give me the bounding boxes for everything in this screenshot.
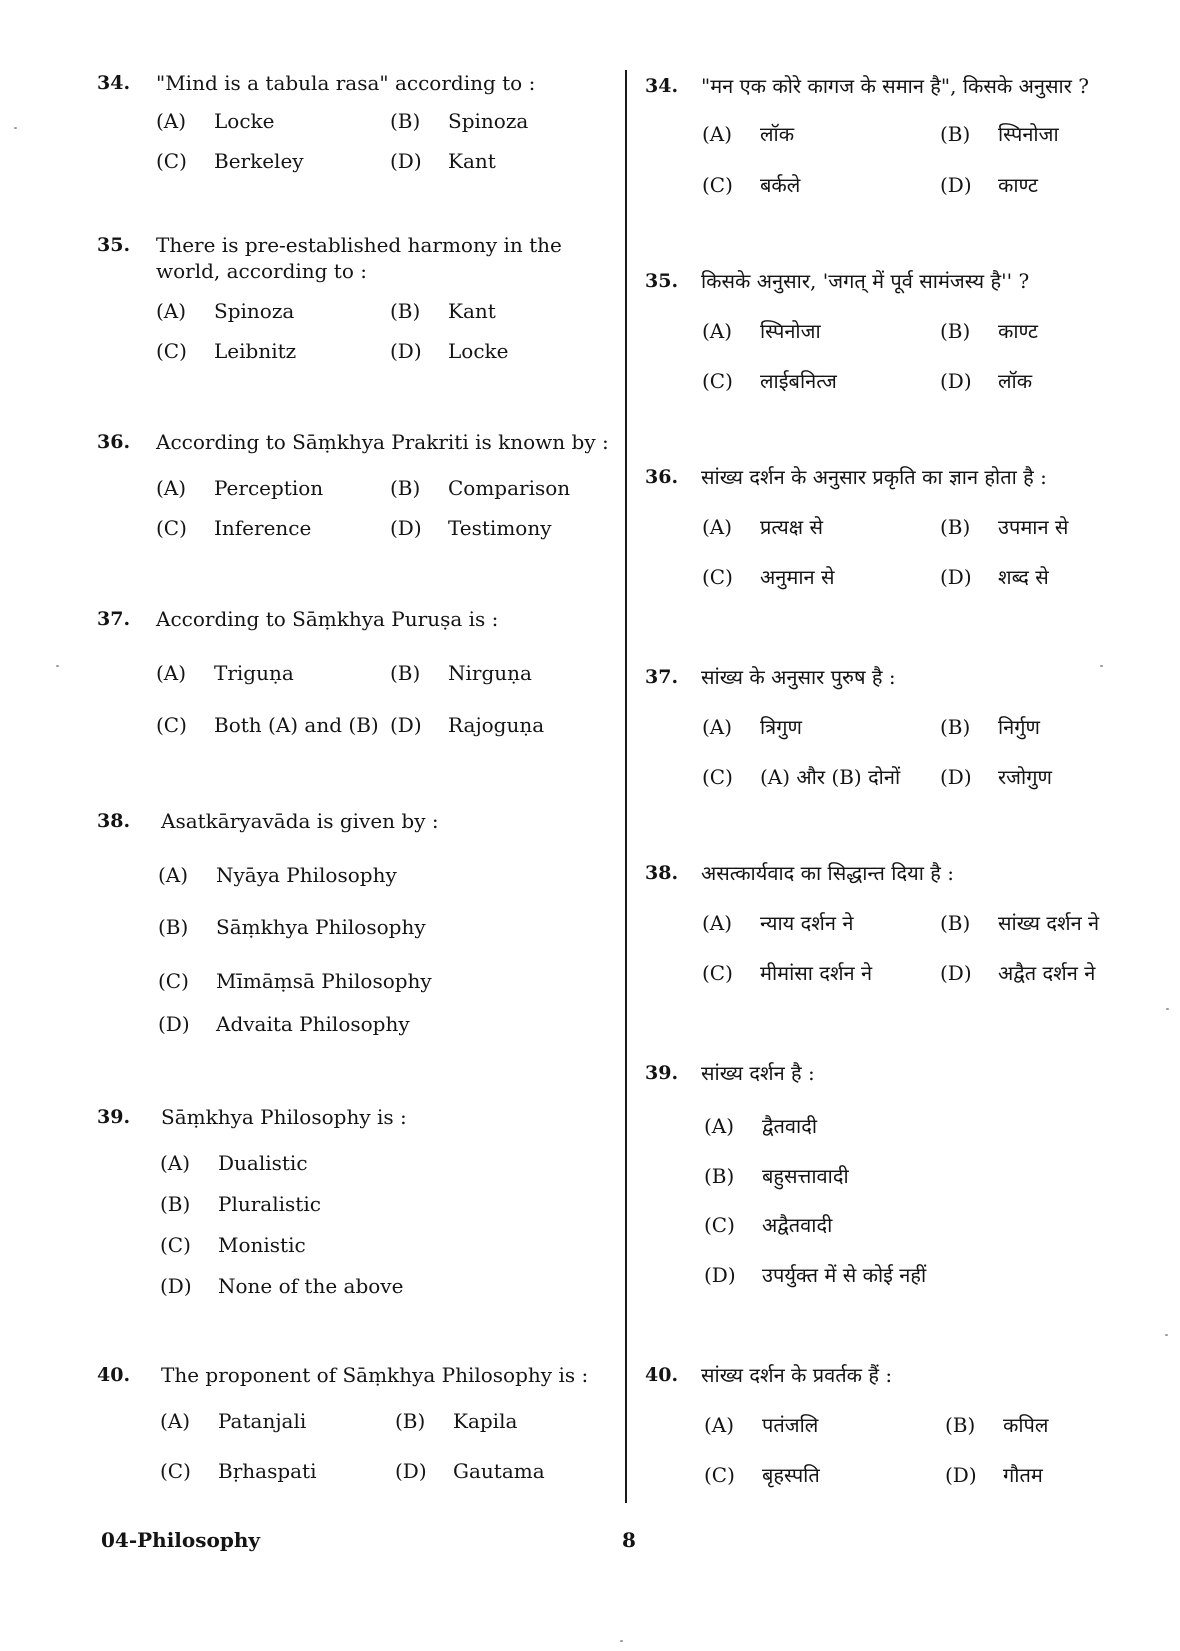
scan-speck [14, 127, 17, 129]
option-label: (B) [945, 1413, 976, 1437]
question-text: The proponent of Sāṃkhya Philosophy is : [161, 1363, 589, 1387]
option-label: (B) [158, 915, 189, 939]
option-label: (D) [390, 516, 422, 540]
option-c [702, 172, 800, 198]
option-label: (D) [940, 369, 972, 393]
option-c [158, 968, 432, 994]
question-text: "Mind is a tabula rasa" according to : [156, 71, 536, 95]
option-label: (B) [940, 911, 971, 935]
option-a [702, 514, 823, 540]
option-a [702, 714, 802, 740]
option-d [940, 172, 1038, 198]
option-label: (D) [940, 173, 972, 197]
option-a [702, 910, 853, 936]
option-a [156, 475, 323, 501]
option-label: (B) [390, 109, 421, 133]
option-label: (B) [940, 122, 971, 146]
option-label: (C) [702, 173, 733, 197]
option-text: Leibnitz [214, 339, 297, 363]
hindi-column [627, 0, 1180, 1651]
option-text: Inference [214, 516, 312, 540]
option-text: काण्ट [998, 319, 1038, 343]
option-a [704, 1113, 817, 1139]
question-text: सांख्य दर्शन के प्रवर्तक हैं : [701, 1363, 893, 1387]
option-text: Advaita Philosophy [216, 1012, 410, 1036]
option-label: (C) [160, 1459, 191, 1483]
option-c [702, 368, 837, 394]
question-text: सांख्य के अनुसार पुरुष है : [701, 665, 896, 689]
option-text: Comparison [448, 476, 571, 500]
option-a [704, 1412, 818, 1438]
option-text: उपमान से [998, 515, 1069, 539]
option-label: (C) [704, 1463, 735, 1487]
question-number: 35. [645, 270, 679, 292]
option-text: Testimony [448, 516, 552, 540]
option-a [156, 108, 274, 134]
question-number: 39. [97, 1106, 131, 1128]
option-label: (C) [702, 765, 733, 789]
option-text: Kant [448, 149, 496, 173]
question-text: Sāṃkhya Philosophy is : [161, 1105, 407, 1129]
option-b [395, 1408, 517, 1434]
option-d [704, 1262, 926, 1288]
option-text: Mīmāṃsā Philosophy [216, 969, 432, 993]
option-text: Monistic [218, 1233, 306, 1257]
option-b [390, 660, 532, 686]
option-text: न्याय दर्शन ने [760, 911, 854, 935]
option-text: Spinoza [448, 109, 529, 133]
option-text: स्पिनोजा [760, 319, 821, 343]
option-d [940, 368, 1032, 394]
question-number: 40. [645, 1364, 679, 1386]
option-d [940, 564, 1049, 590]
option-a [160, 1408, 306, 1434]
option-c [704, 1462, 820, 1488]
option-label: (B) [160, 1192, 191, 1216]
option-label: (D) [940, 765, 972, 789]
option-text: प्रत्यक्ष से [760, 515, 823, 539]
option-label: (C) [702, 961, 733, 985]
option-label: (A) [704, 1114, 735, 1138]
option-d [158, 1011, 410, 1037]
option-c [702, 960, 872, 986]
option-text: Kapila [453, 1409, 518, 1433]
option-d [945, 1462, 1043, 1488]
option-a [702, 318, 821, 344]
question-number: 37. [645, 666, 679, 688]
option-label: (A) [702, 715, 733, 739]
option-a [160, 1150, 308, 1176]
option-label: (B) [940, 515, 971, 539]
scan-speck [620, 1640, 623, 1642]
option-label: (A) [156, 661, 187, 685]
option-text: द्वैतवादी [762, 1114, 817, 1138]
option-a [156, 298, 294, 324]
question-number: 40. [97, 1364, 131, 1386]
option-c [702, 564, 835, 590]
option-c [156, 515, 311, 541]
page-number: 8 [622, 1528, 636, 1552]
option-text: त्रिगुण [760, 715, 802, 739]
option-label: (B) [390, 299, 421, 323]
option-label: (B) [704, 1164, 735, 1188]
option-label: (C) [156, 516, 187, 540]
option-label: (A) [702, 911, 733, 935]
option-label: (C) [156, 713, 187, 737]
option-text: Gautama [453, 1459, 545, 1483]
option-text: बृहस्पति [762, 1463, 820, 1487]
option-c [160, 1232, 306, 1258]
option-label: (C) [156, 339, 187, 363]
option-label: (D) [160, 1274, 192, 1298]
option-b [940, 514, 1068, 540]
option-label: (B) [390, 476, 421, 500]
option-c [156, 712, 379, 738]
option-label: (A) [704, 1413, 735, 1437]
option-c [160, 1458, 317, 1484]
option-label: (C) [156, 149, 187, 173]
question-number: 34. [645, 75, 679, 97]
option-d [395, 1458, 545, 1484]
option-text: गौतम [1003, 1463, 1043, 1487]
option-text: अद्वैतवादी [762, 1213, 833, 1237]
option-label: (A) [156, 476, 187, 500]
question-number: 35. [97, 234, 131, 256]
question-text: "मन एक कोरे कागज के समान है", किसके अनुसार ? [701, 74, 1089, 98]
option-label: (D) [390, 339, 422, 363]
option-text: पतंजलि [762, 1413, 819, 1437]
question-text: सांख्य दर्शन के अनुसार प्रकृति का ज्ञान होता है : [701, 465, 1047, 489]
option-text: Bṛhaspati [218, 1459, 317, 1483]
option-label: (A) [702, 515, 733, 539]
question-number: 36. [97, 431, 131, 453]
option-text: Locke [448, 339, 509, 363]
option-c [702, 764, 900, 790]
option-text: None of the above [218, 1274, 404, 1298]
question-text: According to Sāṃkhya Prakriti is known by : [156, 430, 609, 454]
option-text: Kant [448, 299, 496, 323]
option-b [158, 914, 426, 940]
option-label: (C) [158, 969, 189, 993]
option-text: Berkeley [214, 149, 304, 173]
option-c [156, 148, 304, 174]
scan-speck [1100, 665, 1103, 667]
option-text: कपिल [1003, 1413, 1049, 1437]
footer-subject: 04-Philosophy [101, 1528, 260, 1552]
option-label: (A) [156, 109, 187, 133]
option-label: (B) [395, 1409, 426, 1433]
question-number: 34. [97, 72, 131, 94]
question-text: There is pre-established harmony in the world, according to : [156, 233, 562, 283]
option-b [390, 475, 570, 501]
option-text: स्पिनोजा [998, 122, 1059, 146]
option-d [940, 960, 1095, 986]
option-label: (D) [704, 1263, 736, 1287]
question-text: किसके अनुसार, 'जगत् में पूर्व सामंजस्य है'' ? [701, 269, 1030, 293]
option-label: (D) [940, 565, 972, 589]
option-b [704, 1163, 849, 1189]
option-b [160, 1191, 321, 1217]
option-d [390, 712, 544, 738]
option-text: Rajoguṇa [448, 713, 545, 737]
question-number: 38. [645, 862, 679, 884]
option-label: (D) [940, 961, 972, 985]
option-text: Locke [214, 109, 275, 133]
option-c [156, 338, 296, 364]
option-text: Triguṇa [214, 661, 294, 685]
scan-speck [1165, 1334, 1168, 1336]
option-text: (A) और (B) दोनों [760, 765, 901, 789]
option-b [940, 910, 1099, 936]
scan-speck [1166, 1008, 1169, 1010]
question-number: 38. [97, 810, 131, 832]
option-d [390, 338, 508, 364]
question-text: असत्कार्यवाद का सिद्धान्त दिया है : [701, 861, 954, 885]
option-text: Dualistic [218, 1151, 308, 1175]
option-label: (D) [158, 1012, 190, 1036]
option-d [940, 764, 1052, 790]
option-label: (B) [940, 715, 971, 739]
option-text: Both (A) and (B) [214, 713, 379, 737]
option-text: अद्वैत दर्शन ने [998, 961, 1096, 985]
option-d [160, 1273, 403, 1299]
option-text: बर्कले [760, 173, 801, 197]
option-b [940, 121, 1059, 147]
option-text: लॉक [760, 122, 795, 146]
option-label: (B) [390, 661, 421, 685]
option-label: (C) [702, 369, 733, 393]
option-d [390, 515, 552, 541]
option-label: (C) [704, 1213, 735, 1237]
option-text: Spinoza [214, 299, 295, 323]
option-a [156, 660, 294, 686]
option-b [390, 298, 496, 324]
option-label: (D) [390, 713, 422, 737]
option-text: उपर्युक्त में से कोई नहीं [762, 1263, 927, 1287]
option-label: (A) [160, 1409, 191, 1433]
question-text: सांख्य दर्शन है : [701, 1061, 815, 1085]
question-text: According to Sāṃkhya Puruṣa is : [156, 607, 499, 631]
option-label: (D) [390, 149, 422, 173]
option-text: Perception [214, 476, 324, 500]
option-label: (B) [940, 319, 971, 343]
option-label: (A) [160, 1151, 191, 1175]
option-label: (A) [702, 319, 733, 343]
option-text: शब्द से [998, 565, 1049, 589]
option-label: (C) [702, 565, 733, 589]
option-text: निर्गुण [998, 715, 1040, 739]
option-a [158, 862, 397, 888]
option-label: (A) [156, 299, 187, 323]
option-text: अनुमान से [760, 565, 835, 589]
option-text: बहुसत्तावादी [762, 1164, 849, 1188]
option-text: सांख्य दर्शन ने [998, 911, 1100, 935]
option-label: (A) [158, 863, 189, 887]
option-a [702, 121, 794, 147]
option-b [940, 318, 1038, 344]
option-b [940, 714, 1040, 740]
option-label: (D) [945, 1463, 977, 1487]
option-text: Nirguṇa [448, 661, 532, 685]
option-text: लॉक [998, 369, 1033, 393]
option-text: काण्ट [998, 173, 1038, 197]
option-text: रजोगुण [998, 765, 1052, 789]
option-label: (C) [160, 1233, 191, 1257]
question-number: 37. [97, 608, 131, 630]
option-b [945, 1412, 1048, 1438]
option-b [390, 108, 528, 134]
option-label: (A) [702, 122, 733, 146]
option-text: Nyāya Philosophy [216, 863, 397, 887]
question-text: Asatkāryavāda is given by : [161, 809, 439, 833]
option-text: लाईबनित्ज [760, 369, 837, 393]
option-label: (D) [395, 1459, 427, 1483]
option-text: मीमांसा दर्शन ने [760, 961, 873, 985]
scan-speck [56, 665, 59, 667]
option-d [390, 148, 496, 174]
option-c [704, 1212, 832, 1238]
question-number: 36. [645, 466, 679, 488]
question-number: 39. [645, 1062, 679, 1084]
option-text: Pluralistic [218, 1192, 321, 1216]
option-text: Patanjali [218, 1409, 307, 1433]
option-text: Sāṃkhya Philosophy [216, 915, 426, 939]
